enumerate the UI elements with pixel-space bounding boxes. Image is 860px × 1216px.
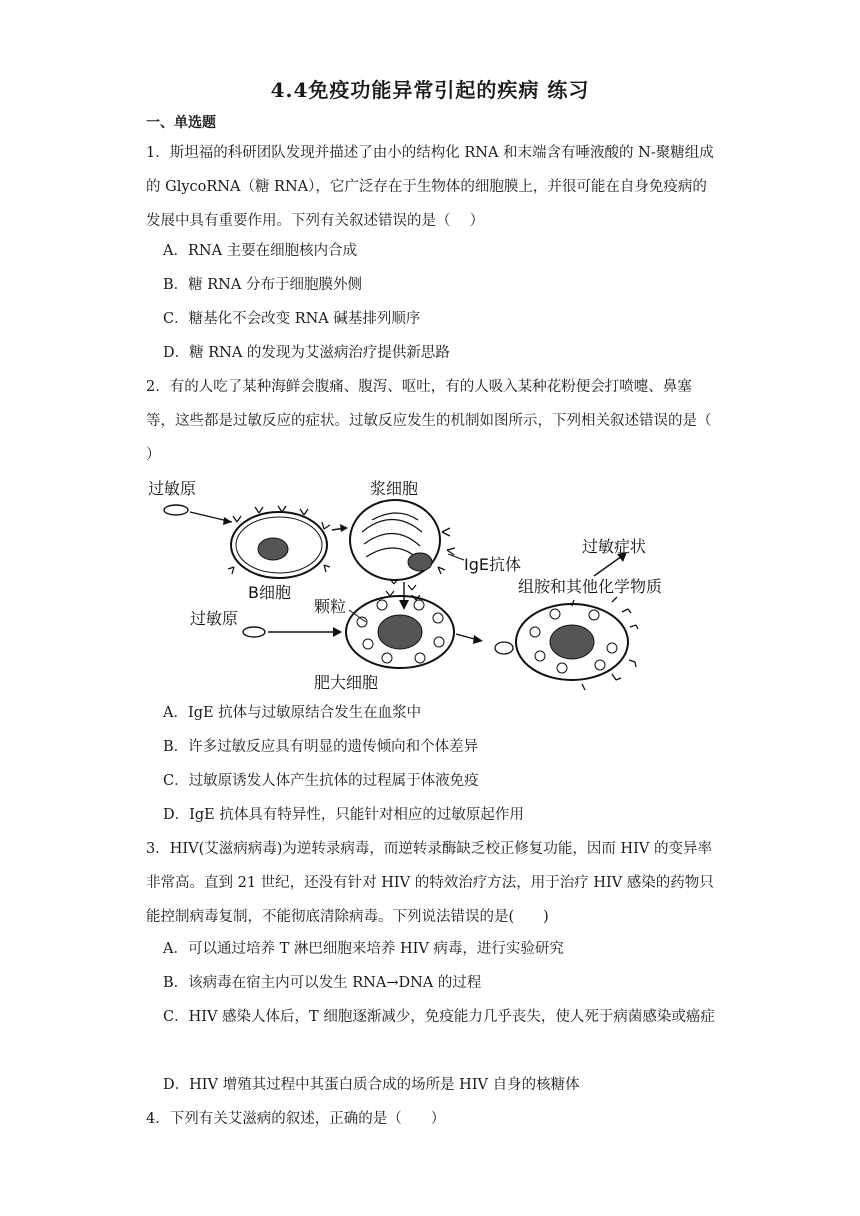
label-allergy-symptom: 过敏症状 — [582, 537, 647, 556]
mast-cell-icon — [346, 596, 454, 668]
allergen-particle-icon — [243, 627, 265, 637]
label-b-cell: B细胞 — [248, 583, 291, 602]
plasma-cell-icon — [350, 500, 455, 580]
b-cell-icon — [228, 506, 330, 578]
question-2-option-d: D．IgE 抗体具有特异性，只能针对相应的过敏原起作用 — [163, 807, 524, 823]
question-3-option-a: A．可以通过培养 T 淋巴细胞来培养 HIV 病毒，进行实验研究 — [163, 941, 564, 957]
activated-mast-cell-icon — [516, 597, 638, 690]
label-mast-cell: 肥大细胞 — [314, 673, 379, 692]
question-1-option-b: B．糖 RNA 分布于细胞膜外侧 — [163, 277, 362, 293]
label-granule: 颗粒 — [314, 597, 347, 616]
allergen-particle-icon — [164, 505, 188, 515]
question-3-stem: 3．HIV(艾滋病病毒)为逆转录病毒，而逆转录酶缺乏校正修复功能，因而 HIV 的变异率非常高。直到 21 世纪，还没有针对 HIV 的特效治疗方法，用于治疗 HIV 感染的药物只能控制病毒复制，不能彻底清除病毒。下列说法错误的是( ) — [146, 841, 714, 925]
question-3-option-b: B．该病毒在宿主内可以发生 RNA→DNA 的过程 — [163, 975, 482, 991]
question-2-option-a: A．IgE 抗体与过敏原结合发生在血浆中 — [163, 705, 422, 721]
label-allergen-bottom: 过敏原 — [190, 609, 239, 628]
question-3-option-c: C．HIV 感染人体后，T 细胞逐渐减少，免疫能力几乎丧失，使人死于病菌感染或癌症 — [163, 1009, 715, 1025]
label-plasma-cell: 浆细胞 — [370, 479, 419, 498]
section-heading: 一、单选题 — [146, 115, 216, 131]
label-allergen-top: 过敏原 — [148, 479, 197, 498]
question-1-option-a: A．RNA 主要在细胞核内合成 — [163, 243, 358, 259]
question-3-option-d: D．HIV 增殖其过程中其蛋白质合成的场所是 HIV 自身的核糖体 — [163, 1077, 580, 1093]
question-1-stem: 1．斯坦福的科研团队发现并描述了由小的结构化 RNA 和末端含有唾液酸的 N-聚糖组成的 GlycoRNA（糖 RNA），它广泛存在于生物体的细胞膜上，并很可能在自身免疫病的发展中具有重要作用。下列有关叙述错误的是（ ） — [146, 145, 714, 229]
question-1-option-d: D．糖 RNA 的发现为艾滋病治疗提供新思路 — [163, 345, 450, 361]
allergy-mechanism-diagram — [142, 472, 687, 698]
page-title: 4.4免疫功能异常引起的疾病 练习 — [270, 78, 590, 102]
label-ige-antibody: IgE抗体 — [464, 555, 521, 574]
question-4-stem: 4．下列有关艾滋病的叙述，正确的是（ ） — [146, 1111, 446, 1127]
question-2-option-b: B．许多过敏反应具有明显的遗传倾向和个体差异 — [163, 739, 479, 755]
question-2-stem: 2．有的人吃了某种海鲜会腹痛、腹泻、呕吐，有的人吸入某种花粉便会打喷嚏、鼻塞等，这些都是过敏反应的症状。过敏反应发生的机制如图所示，下列相关叙述错误的是（ ） — [146, 379, 731, 463]
question-1-option-c: C．糖基化不会改变 RNA 碱基排列顺序 — [163, 311, 421, 327]
label-histamine: 组胺和其他化学物质 — [518, 577, 663, 596]
question-2-option-c: C．过敏原诱发人体产生抗体的过程属于体液免疫 — [163, 773, 479, 789]
